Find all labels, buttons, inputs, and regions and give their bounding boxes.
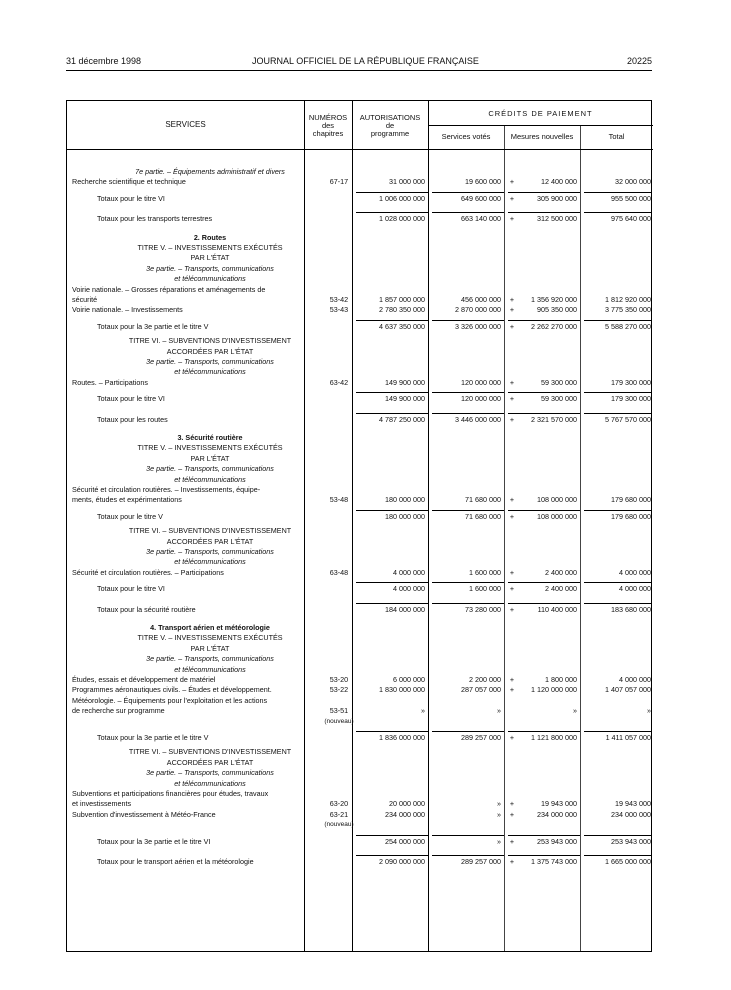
section-heading: TITRE V. – INVESTISSEMENTS EXÉCUTÉS: [137, 243, 283, 252]
total-rule: [432, 603, 504, 604]
value-total: 4 000 000: [619, 675, 651, 684]
total-label: Totaux pour les transports terrestres: [97, 214, 213, 224]
plus-sign: +: [509, 214, 515, 224]
total-rule: [584, 603, 651, 604]
value-autorisations: 4 000 000: [393, 567, 425, 577]
value-services-votes: 3 446 000 000: [455, 414, 501, 424]
value-mesures-nouvelles: 305 900 000: [537, 193, 577, 203]
section-heading: 3e partie. – Transports, communications: [146, 768, 274, 778]
section-heading: 7e partie. – Équipements administratif et divers: [135, 167, 285, 176]
value-services-votes: 3 326 000 000: [455, 321, 501, 331]
chapter-note: (nouveau): [324, 717, 354, 725]
total-rule: [356, 603, 428, 604]
col-header-services: SERVICES: [165, 120, 206, 129]
value-total: 234 000 000: [611, 809, 651, 819]
value-mesures-nouvelles: 110 400 000: [537, 604, 577, 614]
row-label: Voirie nationale. – Grosses réparations et aménagements de: [72, 284, 266, 294]
value-autorisations: 1 836 000 000: [379, 733, 425, 742]
row-label: Subvention d'investissement à Météo-France: [72, 809, 216, 819]
total-rule: [508, 413, 580, 414]
col-header-autorisations-line: AUTORISATIONS: [359, 113, 421, 122]
value-autorisations: 1 028 000 000: [379, 214, 425, 224]
value-autorisations: 1 830 000 000: [379, 685, 425, 695]
section-heading: et télécommunications: [174, 367, 246, 377]
header-rule: [66, 70, 652, 71]
value-mesures-nouvelles: 234 000 000: [537, 809, 577, 819]
section-heading: TITRE VI. – SUBVENTIONS D'INVESTISSEMENT: [128, 526, 292, 536]
total-label: Totaux pour les routes: [97, 414, 168, 424]
section-heading: ACCORDÉES PAR L'ÉTAT: [166, 757, 254, 767]
total-rule: [584, 192, 651, 193]
value-services-votes: 120 000 000: [461, 394, 501, 404]
total-rule: [508, 603, 580, 604]
value-services-votes: 1 600 000: [469, 584, 501, 594]
value-autorisations: 1 857 000 000: [379, 295, 425, 304]
value-autorisations: 149 900 000: [385, 394, 425, 404]
chapter-number: 53-42: [329, 295, 349, 304]
value-autorisations: 254 000 000: [385, 836, 425, 846]
value-mesures-nouvelles: 108 000 000: [537, 495, 577, 505]
total-rule: [432, 582, 504, 583]
total-label: Totaux pour le titre VI: [97, 193, 165, 203]
value-autorisations: »: [421, 706, 425, 716]
total-rule: [584, 320, 651, 321]
row-label: Sécurité et circulation routières. – Participations: [72, 567, 224, 577]
total-rule: [356, 320, 428, 321]
chapter-number: 63-21: [329, 809, 349, 819]
section-heading: TITRE VI. – SUBVENTIONS D'INVESTISSEMENT: [128, 747, 292, 757]
value-autorisations: 4 787 250 000: [379, 414, 425, 424]
total-label: Totaux pour le titre VI: [97, 394, 165, 404]
row-label: de recherche sur programme: [72, 706, 165, 716]
total-label: Totaux pour le titre VI: [97, 584, 165, 594]
value-autorisations: 184 000 000: [385, 604, 425, 614]
col-header-numeros-line: NUMÉROS: [308, 113, 348, 122]
plus-sign: +: [509, 321, 515, 331]
section-heading: 3e partie. – Transports, communications: [146, 464, 274, 474]
value-services-votes: 71 680 000: [465, 495, 501, 505]
plus-sign: +: [509, 857, 515, 866]
value-total: 1 407 057 000: [605, 685, 651, 695]
total-rule: [508, 320, 580, 321]
section-heading: ACCORDÉES PAR L'ÉTAT: [166, 346, 254, 356]
section-heading: 3e partie. – Transports, communications: [146, 547, 274, 556]
section-heading: et télécommunications: [174, 557, 246, 567]
value-services-votes: 289 257 000: [461, 857, 501, 866]
row-label: Études, essais et développement de matériel: [72, 675, 216, 684]
total-rule: [432, 320, 504, 321]
col-header-services-votes: Services votés: [441, 132, 491, 141]
row-label: Météorologie. – Équipements pour l'exploitation et les actions: [72, 695, 268, 705]
total-rule: [356, 392, 428, 393]
section-heading: PAR L'ÉTAT: [190, 253, 230, 263]
value-services-votes: »: [497, 799, 501, 809]
value-autorisations: 149 900 000: [385, 377, 425, 387]
value-mesures-nouvelles: 312 500 000: [537, 214, 577, 224]
row-label: et investissements: [72, 799, 132, 809]
value-autorisations: 6 000 000: [393, 675, 425, 684]
value-mesures-nouvelles: 1 800 000: [545, 675, 577, 684]
chapter-note: (nouveau): [324, 821, 354, 829]
total-label: Totaux pour la 3e partie et le titre V: [97, 321, 209, 331]
col-header-numeros-line: chapitres: [312, 129, 344, 138]
value-services-votes: 649 600 000: [461, 193, 501, 203]
plus-sign: +: [509, 193, 515, 203]
value-total: 179 300 000: [611, 377, 651, 387]
value-mesures-nouvelles: 1 120 000 000: [531, 685, 577, 695]
section-heading: et télécommunications: [174, 274, 246, 284]
plus-sign: +: [509, 394, 515, 404]
col-rule: [504, 125, 505, 951]
section-heading: 4. Transport aérien et météorologie: [150, 623, 270, 632]
total-rule: [508, 835, 580, 836]
total-rule: [584, 392, 651, 393]
col-header-autorisations-line: de: [385, 121, 395, 130]
value-autorisations: 1 006 000 000: [379, 193, 425, 203]
col-header-mesures-nouvelles: Mesures nouvelles: [510, 132, 574, 141]
value-autorisations: 180 000 000: [385, 495, 425, 505]
total-rule: [584, 413, 651, 414]
section-heading: 3e partie. – Transports, communications: [146, 654, 274, 664]
chapter-number: 63-20: [329, 799, 349, 809]
total-rule: [432, 413, 504, 414]
total-rule: [356, 192, 428, 193]
chapter-number: 63-48: [329, 567, 349, 577]
value-total: »: [647, 706, 651, 716]
value-total: 183 680 000: [611, 604, 651, 614]
value-services-votes: 663 140 000: [461, 214, 501, 224]
total-rule: [432, 392, 504, 393]
value-total: 1 411 057 000: [605, 733, 651, 742]
chapter-number: 53-20: [329, 675, 349, 684]
budget-table: [66, 100, 652, 952]
value-total: 179 680 000: [611, 511, 651, 521]
value-autorisations: 180 000 000: [385, 511, 425, 521]
value-total: 253 943 000: [611, 836, 651, 846]
plus-sign: +: [509, 675, 515, 684]
row-label: Routes. – Participations: [72, 377, 148, 387]
value-autorisations: 234 000 000: [385, 809, 425, 819]
total-rule: [356, 835, 428, 836]
value-autorisations: 31 000 000: [389, 177, 425, 187]
total-rule: [584, 212, 651, 213]
value-mesures-nouvelles: 12 400 000: [541, 177, 577, 187]
total-rule: [508, 212, 580, 213]
value-total: 179 680 000: [611, 495, 651, 505]
value-services-votes: 73 280 000: [465, 604, 501, 614]
col-rule: [580, 125, 581, 951]
value-mesures-nouvelles: 2 262 270 000: [531, 321, 577, 331]
value-mesures-nouvelles: 1 375 743 000: [531, 857, 577, 866]
value-mesures-nouvelles: 253 943 000: [537, 836, 577, 846]
value-mesures-nouvelles: 19 943 000: [541, 799, 577, 809]
section-heading: 3. Sécurité routière: [177, 433, 243, 442]
value-mesures-nouvelles: 2 400 000: [545, 584, 577, 594]
value-total: 32 000 000: [615, 177, 651, 187]
section-heading: PAR L'ÉTAT: [190, 453, 230, 463]
total-rule: [584, 835, 651, 836]
plus-sign: +: [509, 733, 515, 742]
total-rule: [432, 510, 504, 511]
col-header-numeros: [304, 114, 352, 138]
value-services-votes: 2 200 000: [469, 675, 501, 684]
total-label: Totaux pour la 3e partie et le titre VI: [97, 836, 211, 846]
plus-sign: +: [509, 377, 515, 387]
total-rule: [356, 731, 428, 732]
plus-sign: +: [509, 305, 515, 315]
total-rule: [508, 510, 580, 511]
plus-sign: +: [509, 567, 515, 577]
value-total: 955 500 000: [611, 193, 651, 203]
value-autorisations: 20 000 000: [389, 799, 425, 809]
total-rule: [432, 731, 504, 732]
value-services-votes: 456 000 000: [461, 295, 501, 304]
value-total: 3 775 350 000: [605, 305, 651, 315]
chapter-number: 67-17: [329, 177, 349, 187]
section-heading: 3e partie. – Transports, communications: [146, 357, 274, 366]
chapter-number: 53-43: [329, 305, 349, 315]
total-rule: [432, 835, 504, 836]
total-rule: [356, 582, 428, 583]
value-mesures-nouvelles: 2 321 570 000: [531, 414, 577, 424]
header-page-number: 20225: [626, 56, 652, 66]
section-heading: TITRE VI. – SUBVENTIONS D'INVESTISSEMENT: [128, 336, 292, 346]
section-heading: ACCORDÉES PAR L'ÉTAT: [166, 536, 254, 546]
value-autorisations: 2 780 350 000: [379, 305, 425, 315]
total-rule: [584, 510, 651, 511]
value-services-votes: 2 870 000 000: [455, 305, 501, 315]
section-heading: et télécommunications: [174, 474, 246, 484]
total-rule: [356, 855, 428, 856]
value-mesures-nouvelles: »: [573, 706, 577, 716]
plus-sign: +: [509, 799, 515, 809]
total-label: Totaux pour la 3e partie et le titre V: [97, 733, 209, 742]
value-services-votes: 19 600 000: [465, 177, 501, 187]
total-rule: [432, 212, 504, 213]
value-services-votes: 1 600 000: [469, 567, 501, 577]
value-mesures-nouvelles: 59 300 000: [541, 394, 577, 404]
value-services-votes: 287 057 000: [461, 685, 501, 695]
plus-sign: +: [509, 809, 515, 819]
chapter-number: 63-42: [329, 377, 349, 387]
value-services-votes: 120 000 000: [461, 377, 501, 387]
plus-sign: +: [509, 584, 515, 594]
row-label: Sécurité et circulation routières. – Investissements, équipe-: [72, 485, 261, 494]
row-label: Subventions et participations financières pour études, travaux: [72, 789, 269, 798]
total-rule: [508, 192, 580, 193]
total-rule: [508, 731, 580, 732]
col-header-autorisations-line: programme: [370, 129, 410, 138]
chapter-number: 53-22: [329, 685, 349, 695]
plus-sign: +: [509, 836, 515, 846]
total-rule: [584, 855, 651, 856]
total-label: Totaux pour le titre V: [97, 511, 163, 521]
section-heading: TITRE V. – INVESTISSEMENTS EXÉCUTÉS: [137, 443, 283, 453]
row-label: ments, études et expérimentations: [72, 495, 182, 505]
plus-sign: +: [509, 685, 515, 695]
value-total: 4 000 000: [619, 584, 651, 594]
value-services-votes: »: [497, 836, 501, 846]
total-rule: [584, 731, 651, 732]
value-mesures-nouvelles: 1 121 800 000: [531, 733, 577, 742]
plus-sign: +: [509, 295, 515, 304]
value-total: 1 665 000 000: [605, 857, 651, 866]
value-autorisations: 2 090 000 000: [379, 857, 425, 866]
value-mesures-nouvelles: 108 000 000: [537, 511, 577, 521]
total-rule: [584, 582, 651, 583]
section-heading: et télécommunications: [174, 664, 246, 674]
value-autorisations: 4 000 000: [393, 584, 425, 594]
value-autorisations: 4 637 350 000: [379, 321, 425, 331]
total-rule: [356, 212, 428, 213]
value-total: 5 767 570 000: [605, 414, 651, 424]
value-total: 4 000 000: [619, 567, 651, 577]
value-services-votes: 71 680 000: [465, 511, 501, 521]
value-services-votes: »: [497, 809, 501, 819]
total-rule: [432, 855, 504, 856]
section-heading: et télécommunications: [174, 778, 246, 788]
chapter-number: 53-51: [329, 706, 349, 716]
value-total: 179 300 000: [611, 394, 651, 404]
total-rule: [356, 510, 428, 511]
plus-sign: +: [509, 414, 515, 424]
value-mesures-nouvelles: 905 350 000: [537, 305, 577, 315]
row-label: Voirie nationale. – Investissements: [72, 305, 183, 315]
col-header-credits: CRÉDITS DE PAIEMENT: [488, 109, 593, 118]
section-heading: PAR L'ÉTAT: [190, 643, 230, 653]
value-mesures-nouvelles: 59 300 000: [541, 377, 577, 387]
header-date: 31 décembre 1998: [66, 56, 142, 66]
total-rule: [356, 413, 428, 414]
plus-sign: +: [509, 495, 515, 505]
value-total: 5 588 270 000: [605, 321, 651, 331]
value-total: 1 812 920 000: [605, 295, 651, 304]
col-header-numeros-line: des: [321, 121, 335, 130]
section-heading: 2. Routes: [193, 232, 227, 242]
total-rule: [508, 392, 580, 393]
header-rule: [67, 149, 653, 150]
header-journal-title: JOURNAL OFFICIEL DE LA RÉPUBLIQUE FRANÇAISE: [252, 56, 479, 66]
total-label: Totaux pour la sécurité routière: [97, 604, 196, 614]
col-header-autorisations: [352, 114, 428, 138]
row-label: Programmes aéronautiques civils. – Études et développement.: [72, 685, 272, 695]
chapter-number: 53-48: [329, 495, 349, 505]
row-label: Recherche scientifique et technique: [72, 177, 186, 187]
total-rule: [508, 855, 580, 856]
section-heading: 3e partie. – Transports, communications: [146, 263, 274, 273]
header-rule: [428, 125, 653, 126]
value-mesures-nouvelles: 1 356 920 000: [531, 295, 577, 304]
col-header-total: Total: [608, 132, 625, 141]
value-services-votes: »: [497, 706, 501, 716]
row-label: sécurité: [72, 295, 98, 304]
value-total: 975 640 000: [611, 214, 651, 224]
value-services-votes: 289 257 000: [461, 733, 501, 742]
total-rule: [508, 582, 580, 583]
value-total: 19 943 000: [615, 799, 651, 809]
plus-sign: +: [509, 511, 515, 521]
section-heading: TITRE V. – INVESTISSEMENTS EXÉCUTÉS: [137, 633, 283, 643]
total-rule: [432, 192, 504, 193]
plus-sign: +: [509, 604, 515, 614]
plus-sign: +: [509, 177, 515, 187]
total-label: Totaux pour le transport aérien et la météorologie: [97, 857, 254, 866]
value-mesures-nouvelles: 2 400 000: [545, 567, 577, 577]
col-rule: [428, 101, 429, 951]
